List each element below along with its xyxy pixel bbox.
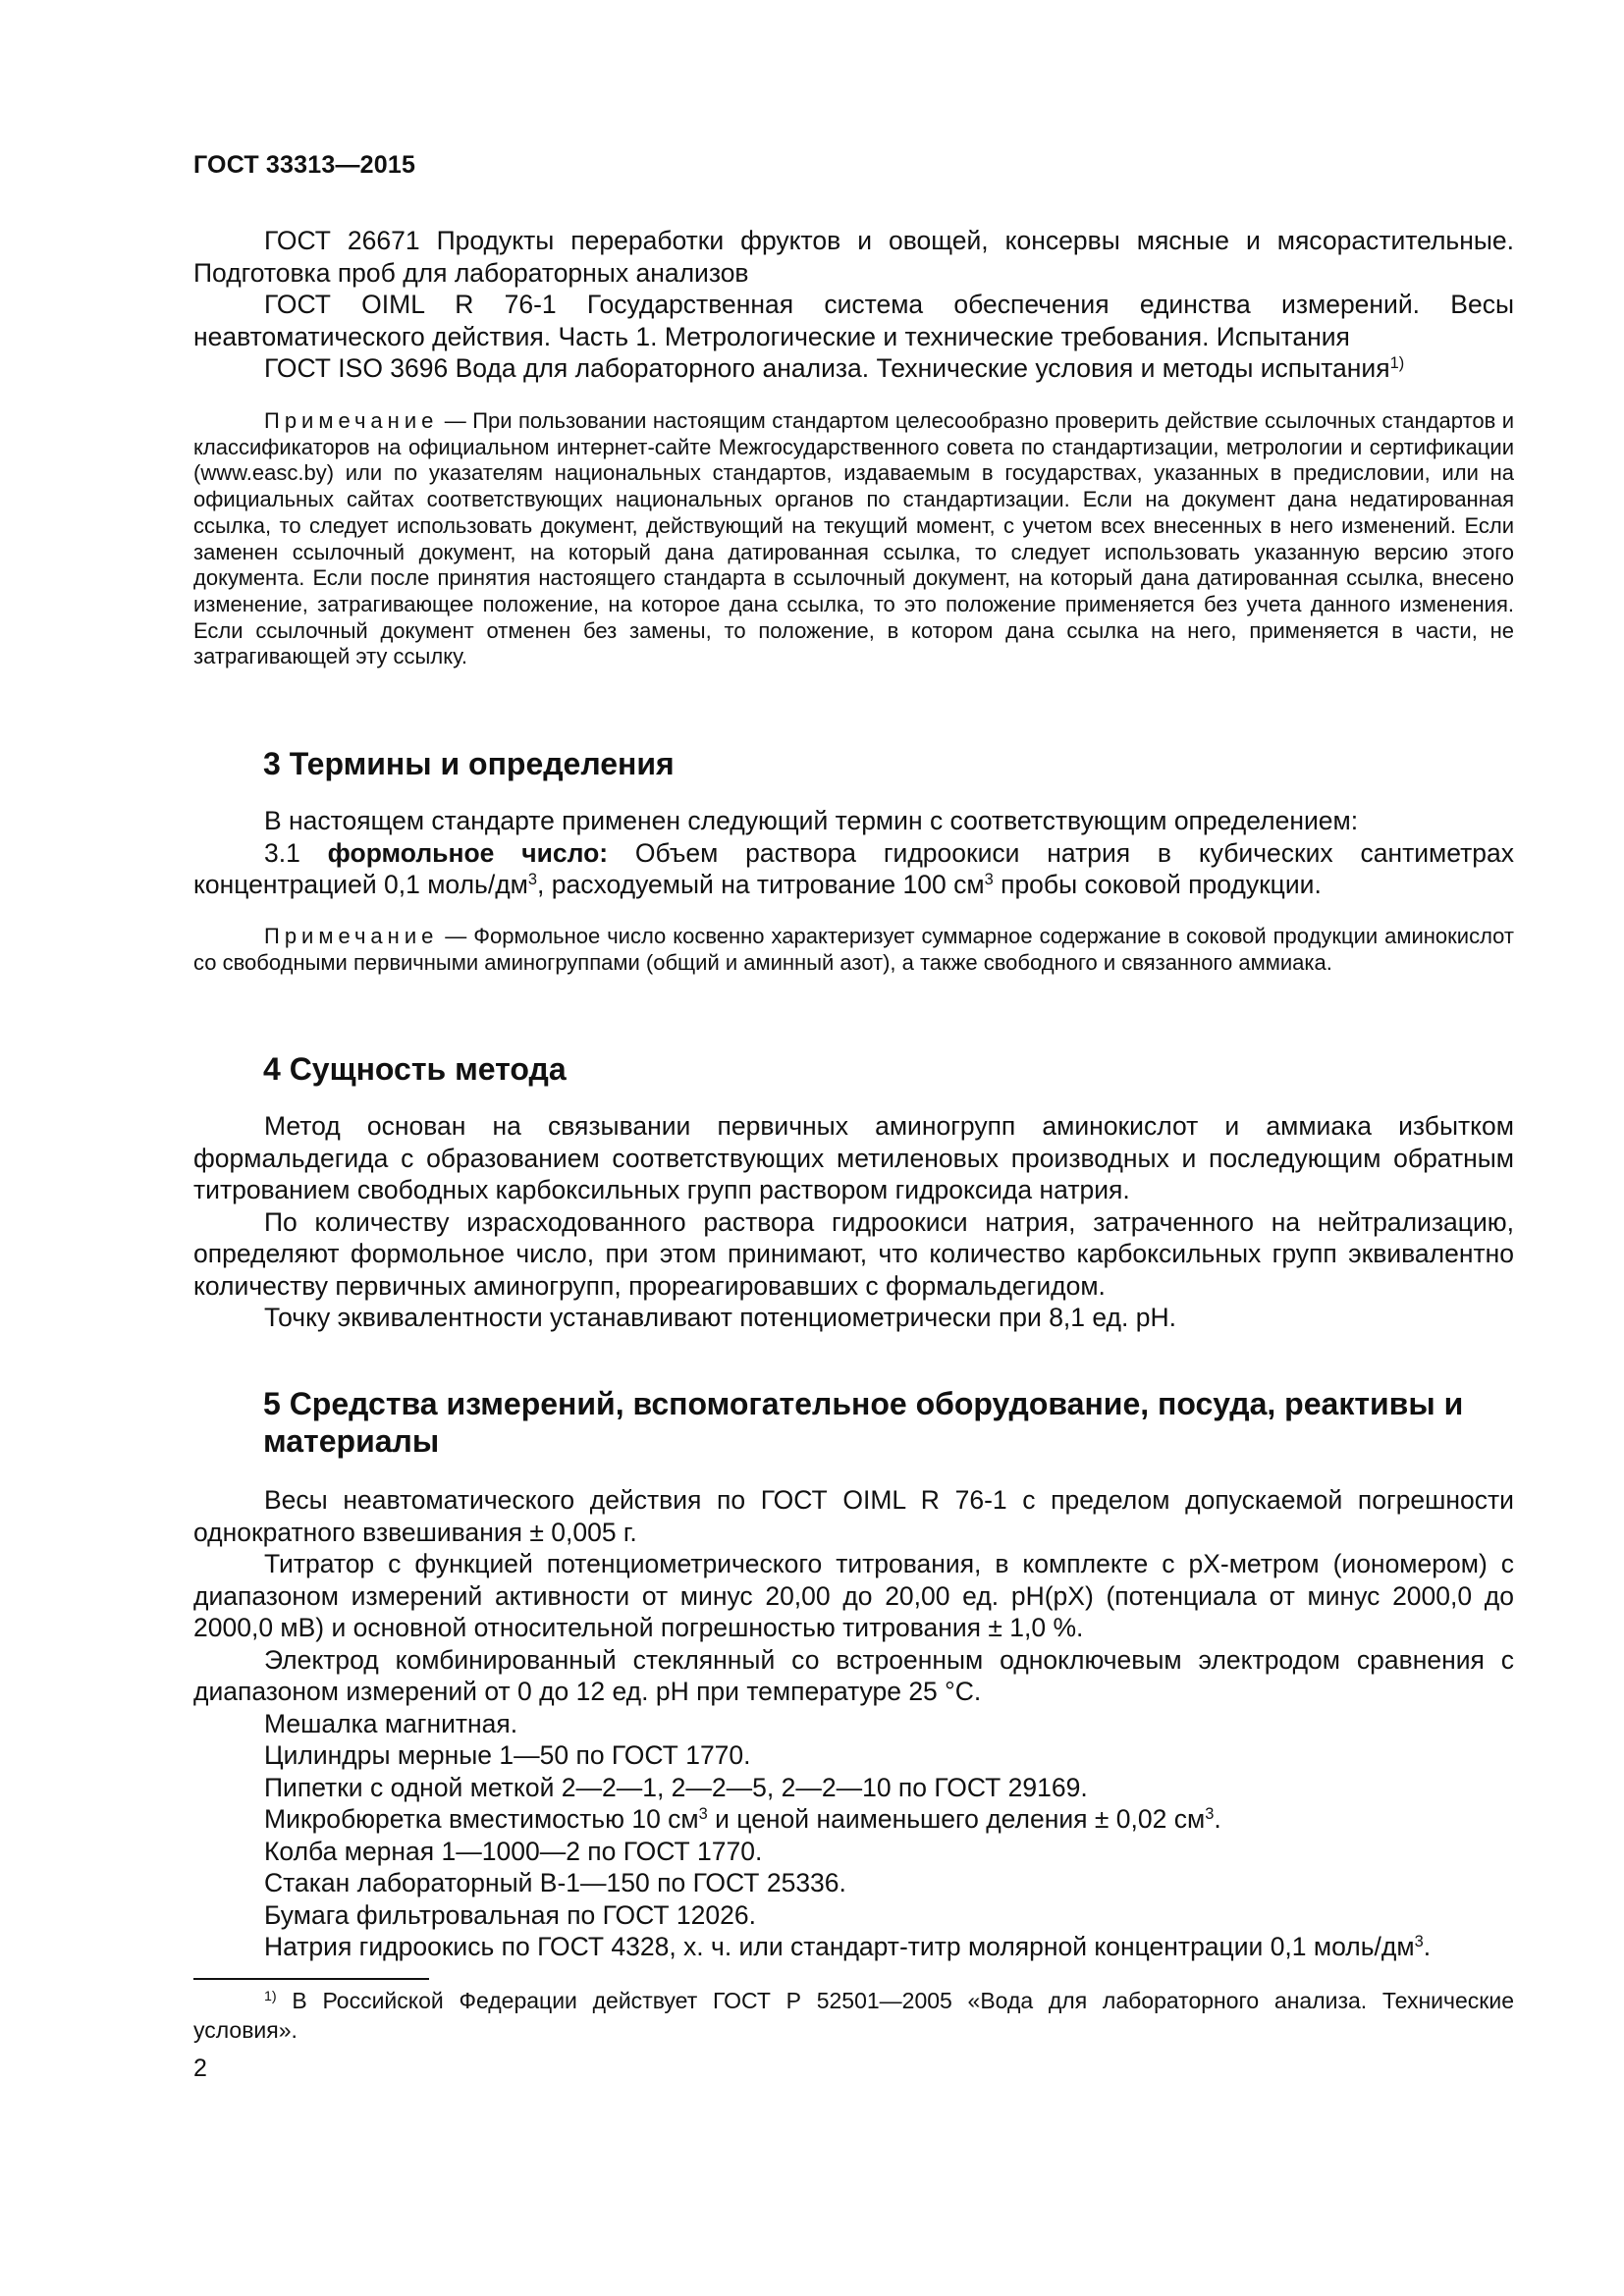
footnote-mark: 1): [264, 1989, 277, 2005]
paragraph: Метод основан на связывании первичных аминогрупп аминокислот и аммиака избытком формальдегида с образованием соответствующих метиленовых производных и последующим обратным титрованием свободных карбоксильных групп раствором гидроксида натрия.: [193, 1111, 1514, 1204]
note-text: — Формольное число косвенно характеризует суммарное содержание в соковой продукции аминокислот со свободными первичными аминогруппами (общий и аминный азот), а также свободного и связанного аммиака.: [193, 924, 1514, 975]
paragraph: Электрод комбинированный стеклянный со встроенным одноключевым электродом сравнения с диапазоном измерений от 0 до 12 ед. pH при температуре 25 °С.: [193, 1644, 1514, 1706]
section-5-body: [193, 1484, 1514, 1963]
references-note: [193, 408, 1514, 670]
paragraph: Стакан лабораторный В-1—150 по ГОСТ 25336.: [264, 1868, 846, 1897]
section-3-intro: В настоящем стандарте применен следующий термин с соответствующим определением:: [264, 806, 1359, 835]
paragraph: По количеству израсходованного раствора гидроокиси натрия, затраченного на нейтрализацию, определяют формольное число, при этом принимают, что количество карбоксильных групп эквивалентно количеству первичных аминогрупп, прореагировавших с формальдегидом.: [193, 1206, 1514, 1301]
reference-item: ГОСТ 26671 Продукты переработки фруктов и овощей, консервы мясные и мясорастительные. Подготовка проб для лабораторных анализов: [193, 226, 1514, 288]
footnote: [193, 1986, 1514, 2045]
term-definition: 3.1 формольное число: Объем раствора гидроокиси натрия в кубических сантиметрах концентрацией 0,1 моль/$дм^3$, расходуемый на титрование 100 $см^3$ пробы соковой продукции.: [193, 837, 1514, 899]
section-4-body: [193, 1110, 1514, 1334]
section-3-title: 3 Термины и определения: [263, 746, 675, 781]
reference-item: ГОСТ OIML R 76-1 Государственная система обеспечения единства измерений. Весы неавтоматического действия. Часть 1. Метрологические и технические требования. Испытания: [193, 290, 1514, 351]
paragraph: Микробюретка вместимостью 10 $см^3$ и ценой наименьшего деления ± 0,02 $см^3$.: [264, 1804, 1221, 1834]
reference-item: ГОСТ ISO 3696 Вода для лабораторного анализа. Технические условия и методы испытания$^{1)}$: [264, 353, 1405, 383]
paragraph: Натрия гидроокись по ГОСТ 4328, х. ч. или стандарт-титр молярной концентрации 0,1 моль/$дм^3$.: [264, 1932, 1432, 1961]
footnote-mark: 1): [1389, 353, 1405, 372]
paragraph: Мешалка магнитная.: [264, 1708, 518, 1738]
note-label: Примечание: [264, 408, 439, 433]
section-4-title: 4 Сущность метода: [263, 1051, 567, 1087]
footnote-text: В Российской Федерации действует ГОСТ Р 52501—2005 «Вода для лабораторного анализа. Технические условия».: [193, 1988, 1514, 2043]
footnote-divider: [193, 1978, 429, 1980]
section-3-body: [193, 805, 1514, 901]
paragraph: Цилиндры мерные 1—50 по ГОСТ 1770.: [264, 1740, 751, 1770]
paragraph: Колба мерная 1—1000—2 по ГОСТ 1770.: [264, 1836, 763, 1866]
section-5-title: 5 Средства измерений, вспомогательное оборудование, посуда, реактивы и материалы: [263, 1386, 1464, 1459]
note-text: — При пользовании настоящим стандартом целесообразно проверить действие ссылочных стандартов и классификаторов на официальном интернет-сайте Межгосударственного совета по стандартизации, метрологии и сертификации (www.easc.by) или по указателям национальных стандартов, издаваемым в государствах, указанных в предисловии, или на официальных сайтах соответствующих национальных органов по стандартизации. Если на документ дана недатированная ссылка, то следует использовать документ, действующий на текущий момент, с учетом всех внесенных в него изменений. Если заменен ссылочный документ, на который дана датированная ссылка, то следует использовать указанную версию этого документа. Если после принятия настоящего стандарта в ссылочный документ, на который дана датированная ссылка, внесено изменение, затрагивающее положение, на которое дана ссылка, то это положение применяется без учета данного изменения. Если ссылочный документ отменен без замены, то положение, в котором дана ссылка на него, применяется в части, не затрагивающей эту ссылку.: [193, 408, 1514, 669]
document-header: ГОСТ 33313—2015: [193, 151, 416, 179]
note-label: Примечание: [264, 924, 439, 948]
paragraph: Титратор с функцией потенциометрического титрования, в комплекте с pX-метром (иономером) с диапазоном измерений активности от минус 20,00 до 20,00 ед. pH(pX) (потенциала от минус 2000,0 до 2000,0 мВ) и основной относительной погрешностью титрования ± 1,0 %.: [193, 1549, 1514, 1642]
paragraph: Пипетки с одной меткой 2—2—1, 2—2—5, 2—2—10 по ГОСТ 29169.: [264, 1772, 1088, 1802]
term-name: формольное число:: [327, 837, 609, 868]
references-list: [193, 225, 1514, 385]
section-3-note: [193, 924, 1514, 976]
paragraph: Бумага фильтровальная по ГОСТ 12026.: [264, 1899, 756, 1930]
paragraph: Весы неавтоматического действия по ГОСТ OIML R 76-1 с пределом допускаемой погрешности однократного взвешивания ± 0,005 г.: [193, 1485, 1514, 1547]
paragraph: Точку эквивалентности устанавливают потенциометрически при 8,1 ед. pH.: [264, 1303, 1176, 1332]
page-number: 2: [193, 2055, 207, 2082]
